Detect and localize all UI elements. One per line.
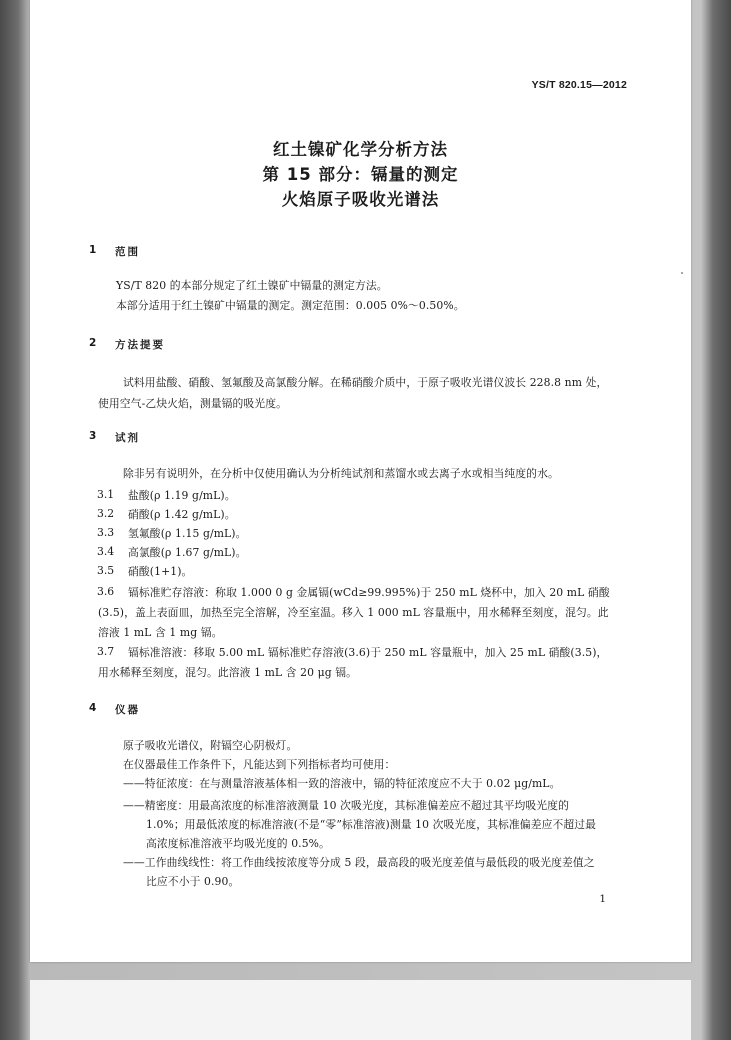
item-3-2-number: 3.2 — [97, 507, 115, 520]
item-3-1-text: 盐酸(ρ 1.19 g/mL)。 — [128, 489, 236, 502]
section-1-paragraph-1: YS/T 820 的本部分规定了红土镍矿中镉量的测定方法。 — [116, 279, 388, 292]
title-line-1: 红土镍矿化学分析方法 — [273, 140, 448, 159]
section-1-heading: 范围 — [115, 246, 140, 258]
section-2-paragraph-line-2: 使用空气-乙炔火焰，测量镉的吸光度。 — [98, 397, 287, 410]
item-3-2-text: 硝酸(ρ 1.42 g/mL)。 — [128, 508, 236, 521]
item-3-4-text: 高氯酸(ρ 1.67 g/mL)。 — [128, 546, 247, 559]
dash-item-characteristic-concentration: ——特征浓度：在与测量溶液基体相一致的溶液中，镉的特征浓度应不大于 0.02 μg/mL。 — [123, 777, 561, 790]
section-3-number: 3 — [89, 430, 97, 442]
item-3-3-text: 氢氟酸(ρ 1.15 g/mL)。 — [128, 527, 247, 540]
section-4-number: 4 — [89, 702, 97, 714]
dash-item-linearity-line-1: ——工作曲线线性：将工作曲线按浓度等分成 5 段，最高段的吸光度差值与最低段的吸光度差值之 — [123, 856, 595, 869]
item-3-6-line-2: (3.5)，盖上表面皿，加热至完全溶解，冷至室温。移入 1 000 mL 容量瓶中，用水稀释至刻度，混匀。此 — [98, 606, 609, 619]
item-3-7-number: 3.7 — [97, 645, 115, 658]
item-3-5-number: 3.5 — [97, 564, 115, 577]
item-3-6-line-1: 镉标准贮存溶液：称取 1.000 0 g 金属镉(wCd≥99.995%)于 250 mL 烧杯中，加入 20 mL 硝酸 — [128, 586, 610, 599]
section-1-paragraph-2: 本部分适用于红土镍矿中镉量的测定。测定范围：0.005 0%～0.50%。 — [116, 299, 465, 312]
document-page — [30, 0, 691, 962]
item-3-1-number: 3.1 — [97, 488, 115, 501]
item-3-7-line-1: 镉标准溶液：移取 5.00 mL 镉标准贮存溶液(3.6)于 250 mL 容量瓶中，加入 25 mL 硝酸(3.5)， — [128, 646, 608, 659]
title-line-2: 第 15 部分：镉量的测定 — [262, 165, 459, 184]
next-page-edge — [30, 980, 691, 1040]
section-3-intro: 除非另有说明外，在分析中仅使用确认为分析纯试剂和蒸馏水或去离子水或相当纯度的水。 — [123, 467, 559, 480]
section-4-heading: 仪器 — [115, 704, 140, 716]
item-3-5-text: 硝酸(1+1)。 — [128, 565, 193, 578]
item-3-4-number: 3.4 — [97, 545, 115, 558]
section-3-heading: 试剂 — [115, 432, 140, 444]
dash-item-precision-line-1: ——精密度：用最高浓度的标准溶液测量 10 次吸光度，其标准偏差应不超过其平均吸光度的 — [123, 799, 569, 812]
section-4-paragraph-1: 原子吸收光谱仪，附镉空心阴极灯。 — [123, 739, 298, 752]
page-number: 1 — [599, 893, 606, 905]
section-2-heading: 方法提要 — [115, 339, 165, 351]
item-3-7-line-2: 用水稀释至刻度，混匀。此溶液 1 mL 含 20 μg 镉。 — [98, 666, 358, 679]
section-2-number: 2 — [89, 337, 97, 349]
item-3-6-number: 3.6 — [97, 585, 115, 598]
section-4-paragraph-2: 在仪器最佳工作条件下，凡能达到下列指标者均可使用： — [123, 758, 396, 771]
dash-item-linearity-line-2: 比应不小于 0.90。 — [146, 875, 240, 888]
dash-item-precision-line-3: 高浓度标准溶液平均吸光度的 0.5%。 — [146, 837, 330, 850]
standard-number: YS/T 820.15—2012 — [531, 79, 627, 91]
title-line-3: 火焰原子吸收光谱法 — [281, 190, 440, 209]
item-3-3-number: 3.3 — [97, 526, 115, 539]
dash-item-precision-line-2: 1.0%；用最低浓度的标准溶液(不是“零”标准溶液)测量 10 次吸光度，其标准偏差应不超过最 — [146, 818, 597, 831]
section-1-number: 1 — [89, 244, 97, 256]
item-3-6-line-3: 溶液 1 mL 含 1 mg 镉。 — [98, 626, 223, 639]
scan-speck — [681, 272, 683, 274]
section-2-paragraph-line-1: 试料用盐酸、硝酸、氢氟酸及高氯酸分解。在稀硝酸介质中，于原子吸收光谱仪波长 228.8 nm 处， — [123, 376, 608, 389]
